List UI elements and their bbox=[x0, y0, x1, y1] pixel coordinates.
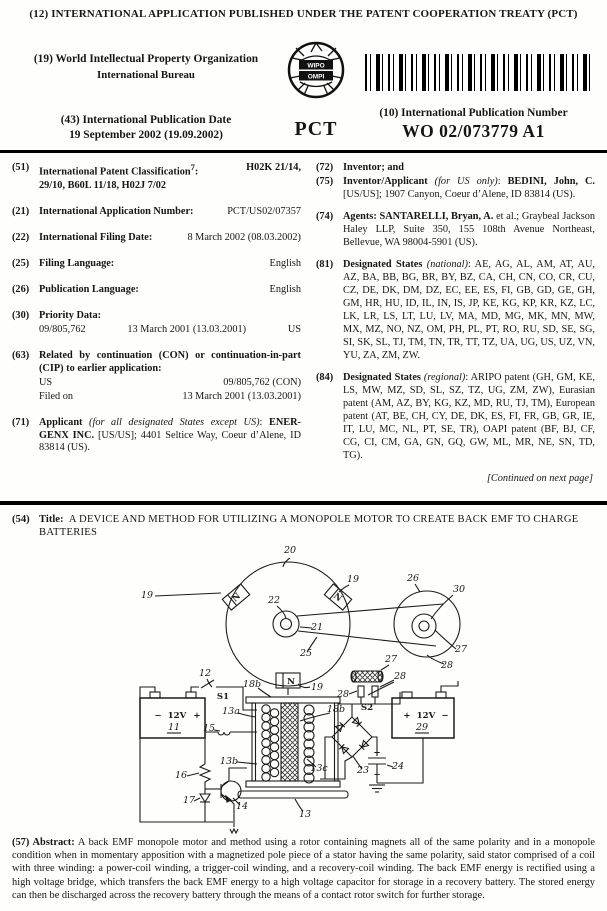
inventor-and-label: Inventor; and bbox=[343, 162, 404, 174]
abstract-label: (57) Abstract: bbox=[12, 836, 75, 848]
bibliographic-columns bbox=[0, 153, 607, 501]
ipc-value-2: 29/10, B60L 11/18, H02J 7/02 bbox=[39, 179, 167, 191]
ipc-value: H02K 21/14, bbox=[246, 162, 301, 174]
right-column bbox=[316, 162, 595, 499]
entry-22 bbox=[12, 232, 301, 245]
publication-number-block bbox=[352, 106, 595, 143]
abstract-block bbox=[0, 836, 607, 903]
title-block: (54) Title: A DEVICE AND METHOD FOR UTILIZING A MONOPOLE MOTOR TO CREATE BACK EMF TO CHARGE BATTERIES bbox=[12, 513, 579, 539]
left-column bbox=[12, 162, 301, 499]
figure-label: 16 bbox=[174, 769, 188, 781]
applicant-address: [US/US]; 4401 Seltice Way, Coeur d’Alene, ID 83814 (US). bbox=[39, 429, 302, 454]
entry-84: (84) Designated States (regional): ARIPO patent (GH, GM, KE, LS, MW, MZ, SD, SL, SZ, TZ, UG, ZM, ZW), Eurasian patent (AM, AZ, BY, KG, KZ, MD, RU, TJ, TM), European patent (AT, BE, CH, CY, DE, DK, ES, FI, FR, GB, GR, IE, IT, LU, MC, NL, PT, SE, TR), OAPI patent (BF, BJ, CF, CG, CI, CM, GA, GN, GQ, GW, ML, MR, NE, SN, TD, TG). bbox=[316, 372, 595, 461]
figure-label: N bbox=[230, 591, 243, 604]
entry-num: (84) bbox=[316, 372, 334, 384]
figure-label: 13a bbox=[222, 705, 240, 717]
publication-number: WO 02/073779 A1 bbox=[402, 121, 545, 142]
barcode-icon bbox=[365, 54, 595, 91]
figure-label: 28 bbox=[440, 659, 454, 671]
entry-51: (51) International Patent Classification$^7$: H02K 21/14, 29/10, B60L 11/18, H02J 7/02 bbox=[12, 162, 301, 191]
figure-label: 26 bbox=[406, 572, 420, 584]
figure-label: 19 bbox=[140, 589, 154, 601]
figure-label: 30 bbox=[452, 583, 466, 595]
filing-date: 8 March 2002 (08.03.2002) bbox=[187, 231, 301, 243]
figure-label: 13c bbox=[310, 762, 328, 774]
battery-plus: + bbox=[403, 710, 411, 721]
entry-num: (30) bbox=[12, 309, 30, 321]
figure-label: 14 bbox=[235, 800, 249, 812]
figure-label: 18b bbox=[242, 678, 262, 690]
wipo-globe-logo bbox=[280, 38, 352, 102]
figure-label: 15 bbox=[202, 722, 216, 734]
entry-21 bbox=[12, 206, 301, 219]
entry-25 bbox=[12, 258, 301, 271]
field-label: International Application Number: bbox=[39, 205, 194, 217]
inventor-name: BEDINI, John, C. bbox=[507, 176, 595, 188]
entry-num: (54) bbox=[12, 513, 30, 525]
figure-label: 17 bbox=[182, 794, 196, 806]
figure-area bbox=[0, 540, 607, 836]
figure-label: 18b bbox=[326, 703, 346, 715]
contact-rotor-switch bbox=[349, 665, 394, 704]
continuation-app: 09/805,762 (CON) bbox=[223, 376, 301, 388]
continuation-date: 13 March 2001 (13.03.2001) bbox=[182, 390, 301, 402]
figure-label: S2 bbox=[360, 702, 374, 713]
entry-71: (71) Applicant (for all designated States except US): ENER-GENX INC. [US/US]; 4401 Seltice Way, Coeur d’Alene, ID 83814 (US). bbox=[12, 416, 302, 454]
capacitor-plus: + bbox=[373, 747, 381, 758]
figure-label: 13 bbox=[298, 808, 312, 820]
entry-num: (74) bbox=[316, 211, 334, 223]
figure-label: 13b bbox=[219, 755, 239, 767]
continued-note: [Continued on next page] bbox=[486, 472, 593, 484]
figure-label: 19 bbox=[346, 573, 360, 585]
org-name: (19) World Intellectual Property Organization bbox=[33, 52, 259, 65]
battery-voltage: 12V bbox=[416, 710, 436, 721]
figure-label: 19 bbox=[310, 681, 324, 693]
entry-num: (26) bbox=[12, 283, 30, 295]
figure-label: 25 bbox=[299, 647, 313, 659]
capacitor-minus: − bbox=[373, 769, 381, 780]
field-label: Filing Language: bbox=[39, 257, 115, 269]
application-number: PCT/US02/07357 bbox=[227, 205, 301, 217]
figure-linework bbox=[140, 558, 460, 833]
figure-label: 29 bbox=[415, 721, 429, 733]
figure-label: 12 bbox=[198, 667, 212, 679]
designated-states-national: : AE, AG, AL, AM, AT, AU, AZ, BA, BB, BG, BR, BY, BZ, CA, CH, CN, CO, CR, CU, CZ, DE, DK, DM, DZ, EC, EE, ES, FI, GB, GD, GE, GH, GM, HR, HU, ID, IL, IN, IS, JP, KE, KG, KP, KR, KZ, LC, LK, LR, LS, LT, LU, LV, MA, MD, MG, MK, MN, MW, MX, MZ, NO, NZ, OM, PH, PL, PT, RO, RU, SD, SE, SG, SI, SK, SL, TJ, TM, TN, TR, TT, TZ, UA, UG, US, UZ, VN, YU, ZA, ZM, ZW. bbox=[343, 259, 595, 362]
publication-language: English bbox=[269, 283, 301, 295]
publication-row bbox=[0, 102, 607, 150]
agent-address: et al.; Graybeal Jackson Haley LLP, Suite 350, 155 108th Avenue Northeast, Bellevue, WA 98004-5901 (US). bbox=[343, 211, 595, 249]
abstract-text: A back EMF monopole motor and method using a rotor containing magnets all of the same polarity and in a monopole condition when in momentary apposition with a magnetized pole piece of a stator having the same polarity, said stator comprised of a coil with three winding: a power-coil winding, a trigger-coil winding, and a recovery-coil winding. The back EMF energy is rectified using a high voltage bridge, which transfers the back EMF energy to a high voltage capacitor for storage in a recovery battery. The stored energy can then be discharged across the recovery battery through the means of a contact rotor switch for further storage. bbox=[12, 836, 595, 901]
publication-date-label: (43) International Publication Date bbox=[60, 114, 232, 127]
designated-states-regional: : ARIPO patent (GH, GM, KE, LS, MW, MZ, SD, SL, SZ, TZ, UG, ZM, ZW), Eurasian patent (AM, AZ, BY, KG, KZ, MD, RU, TJ, TM), European patent (AT, BE, CH, CY, DE, DK, ES, FI, FR, GB, GR, IE, IT, LU, MC, NL, PT, SE, TR), OAPI patent (BF, BJ, CF, CG, CI, CM, GA, GN, GQ, GW, ML, MR, NE, SN, TD, TG). bbox=[343, 372, 595, 461]
field-label: Related by continuation (CON) or continuation-in-part (CIP) to earlier application: bbox=[39, 349, 301, 374]
entry-26 bbox=[12, 284, 301, 297]
barcode-area bbox=[352, 38, 595, 91]
entry-num: (21) bbox=[12, 205, 30, 217]
agent-name: SANTARELLI, Bryan, A. bbox=[379, 211, 494, 223]
entry-num: (71) bbox=[12, 416, 30, 428]
publication-date-block bbox=[12, 113, 280, 143]
entry-75: (75) Inventor/Applicant (for US only): BEDINI, John, C. [US/US]; 1907 Canyon, Coeur d’Alene, ID 83814 (US). bbox=[316, 176, 595, 201]
publication-number-label: (10) International Publication Number bbox=[379, 106, 568, 119]
priority-country: US bbox=[287, 323, 301, 335]
entry-num: (22) bbox=[12, 231, 30, 243]
wipo-org-block bbox=[12, 38, 280, 83]
figure-label: 11 bbox=[167, 721, 181, 733]
wipo-logo-icon bbox=[284, 38, 348, 102]
figure-label: 27 bbox=[454, 643, 468, 655]
figure-label: 28 bbox=[393, 670, 407, 682]
filing-language: English bbox=[269, 257, 301, 269]
monopole-motor-diagram bbox=[0, 540, 607, 836]
priority-app: 09/805,762 bbox=[39, 323, 86, 335]
figure-label: N bbox=[331, 591, 344, 604]
figure-label: 28 bbox=[336, 688, 350, 700]
entry-63: (63) Related by continuation (CON) or continuation-in-part (CIP) to earlier application: US 09/805,762 (CON) Filed on 13 March 2001 (13.03.2001) bbox=[12, 349, 301, 402]
entry-81: (81) Designated States (national): AE, AG, AL, AM, AT, AU, AZ, BA, BB, BG, BR, BY, BZ, CA, CH, CN, CO, CR, CU, CZ, DE, DK, DM, DZ, EC, EE, ES, FI, GB, GD, GE, GH, GM, HR, HU, ID, IL, IN, IS, JP, KE, KG, KP, KR, KZ, LC, LK, LR, LS, LT, LU, LV, MA, MD, MG, MK, MN, MW, MX, MZ, NO, NZ, OM, PH, PL, PT, RO, RU, SD, SE, SG, SI, SK, SL, TJ, TM, TN, TR, TT, TZ, UA, UG, US, UZ, VN, YU, ZA, ZM, ZW. bbox=[316, 259, 595, 362]
logo-wipo-text: WIPO bbox=[307, 62, 325, 70]
figure-label: 24 bbox=[391, 760, 405, 772]
entry-num: (51) bbox=[12, 162, 30, 174]
entry-num: (25) bbox=[12, 257, 30, 269]
publication-date: 19 September 2002 (19.09.2002) bbox=[69, 129, 223, 142]
entry-30 bbox=[12, 310, 301, 337]
figure-label: 22 bbox=[267, 594, 281, 606]
entry-num: (75) bbox=[316, 176, 334, 188]
figure-label: 20 bbox=[283, 544, 297, 556]
entry-num: (81) bbox=[316, 259, 334, 271]
figure-label: N bbox=[287, 676, 295, 687]
header-band bbox=[0, 22, 607, 102]
entry-num: (63) bbox=[12, 349, 30, 361]
figure-label: 23 bbox=[356, 764, 370, 776]
org-subtitle: International Bureau bbox=[97, 69, 195, 82]
logo-ompi-text: OMPI bbox=[307, 73, 325, 81]
applicant-name: ENER-GENX INC. bbox=[39, 416, 301, 441]
priority-date: 13 March 2001 (13.03.2001) bbox=[127, 323, 247, 335]
figure-label: 27 bbox=[384, 653, 398, 665]
figure-label: S1 bbox=[216, 691, 230, 702]
battery-plus: + bbox=[193, 710, 201, 721]
field-label: International Filing Date: bbox=[39, 231, 153, 243]
entry-num: (72) bbox=[316, 162, 334, 174]
field-label: Publication Language: bbox=[39, 283, 139, 295]
field-label: Priority Data: bbox=[39, 309, 102, 321]
inventor-address: [US/US]; 1907 Canyon, Coeur d’Alene, ID 83814 (US). bbox=[343, 189, 576, 201]
entry-72 bbox=[316, 162, 595, 175]
pct-published-line: (12) INTERNATIONAL APPLICATION PUBLISHED UNDER THE PATENT COOPERATION TREATY (PCT) bbox=[29, 8, 578, 20]
pct-mark: PCT bbox=[294, 117, 338, 140]
battery-voltage: 12V bbox=[167, 710, 187, 721]
battery-minus: − bbox=[441, 710, 449, 721]
entry-74: (74) Agents: SANTARELLI, Bryan, A. et al.; Graybeal Jackson Haley LLP, Suite 350, 155 108th Avenue Northeast, Bellevue, WA 98004-5901 (US). bbox=[316, 211, 595, 249]
invention-title: A DEVICE AND METHOD FOR UTILIZING A MONOPOLE MOTOR TO CREATE BACK EMF TO CHARGE BATTERIES bbox=[39, 513, 579, 539]
figure-label: 21 bbox=[310, 621, 324, 633]
battery-minus: − bbox=[154, 710, 162, 721]
